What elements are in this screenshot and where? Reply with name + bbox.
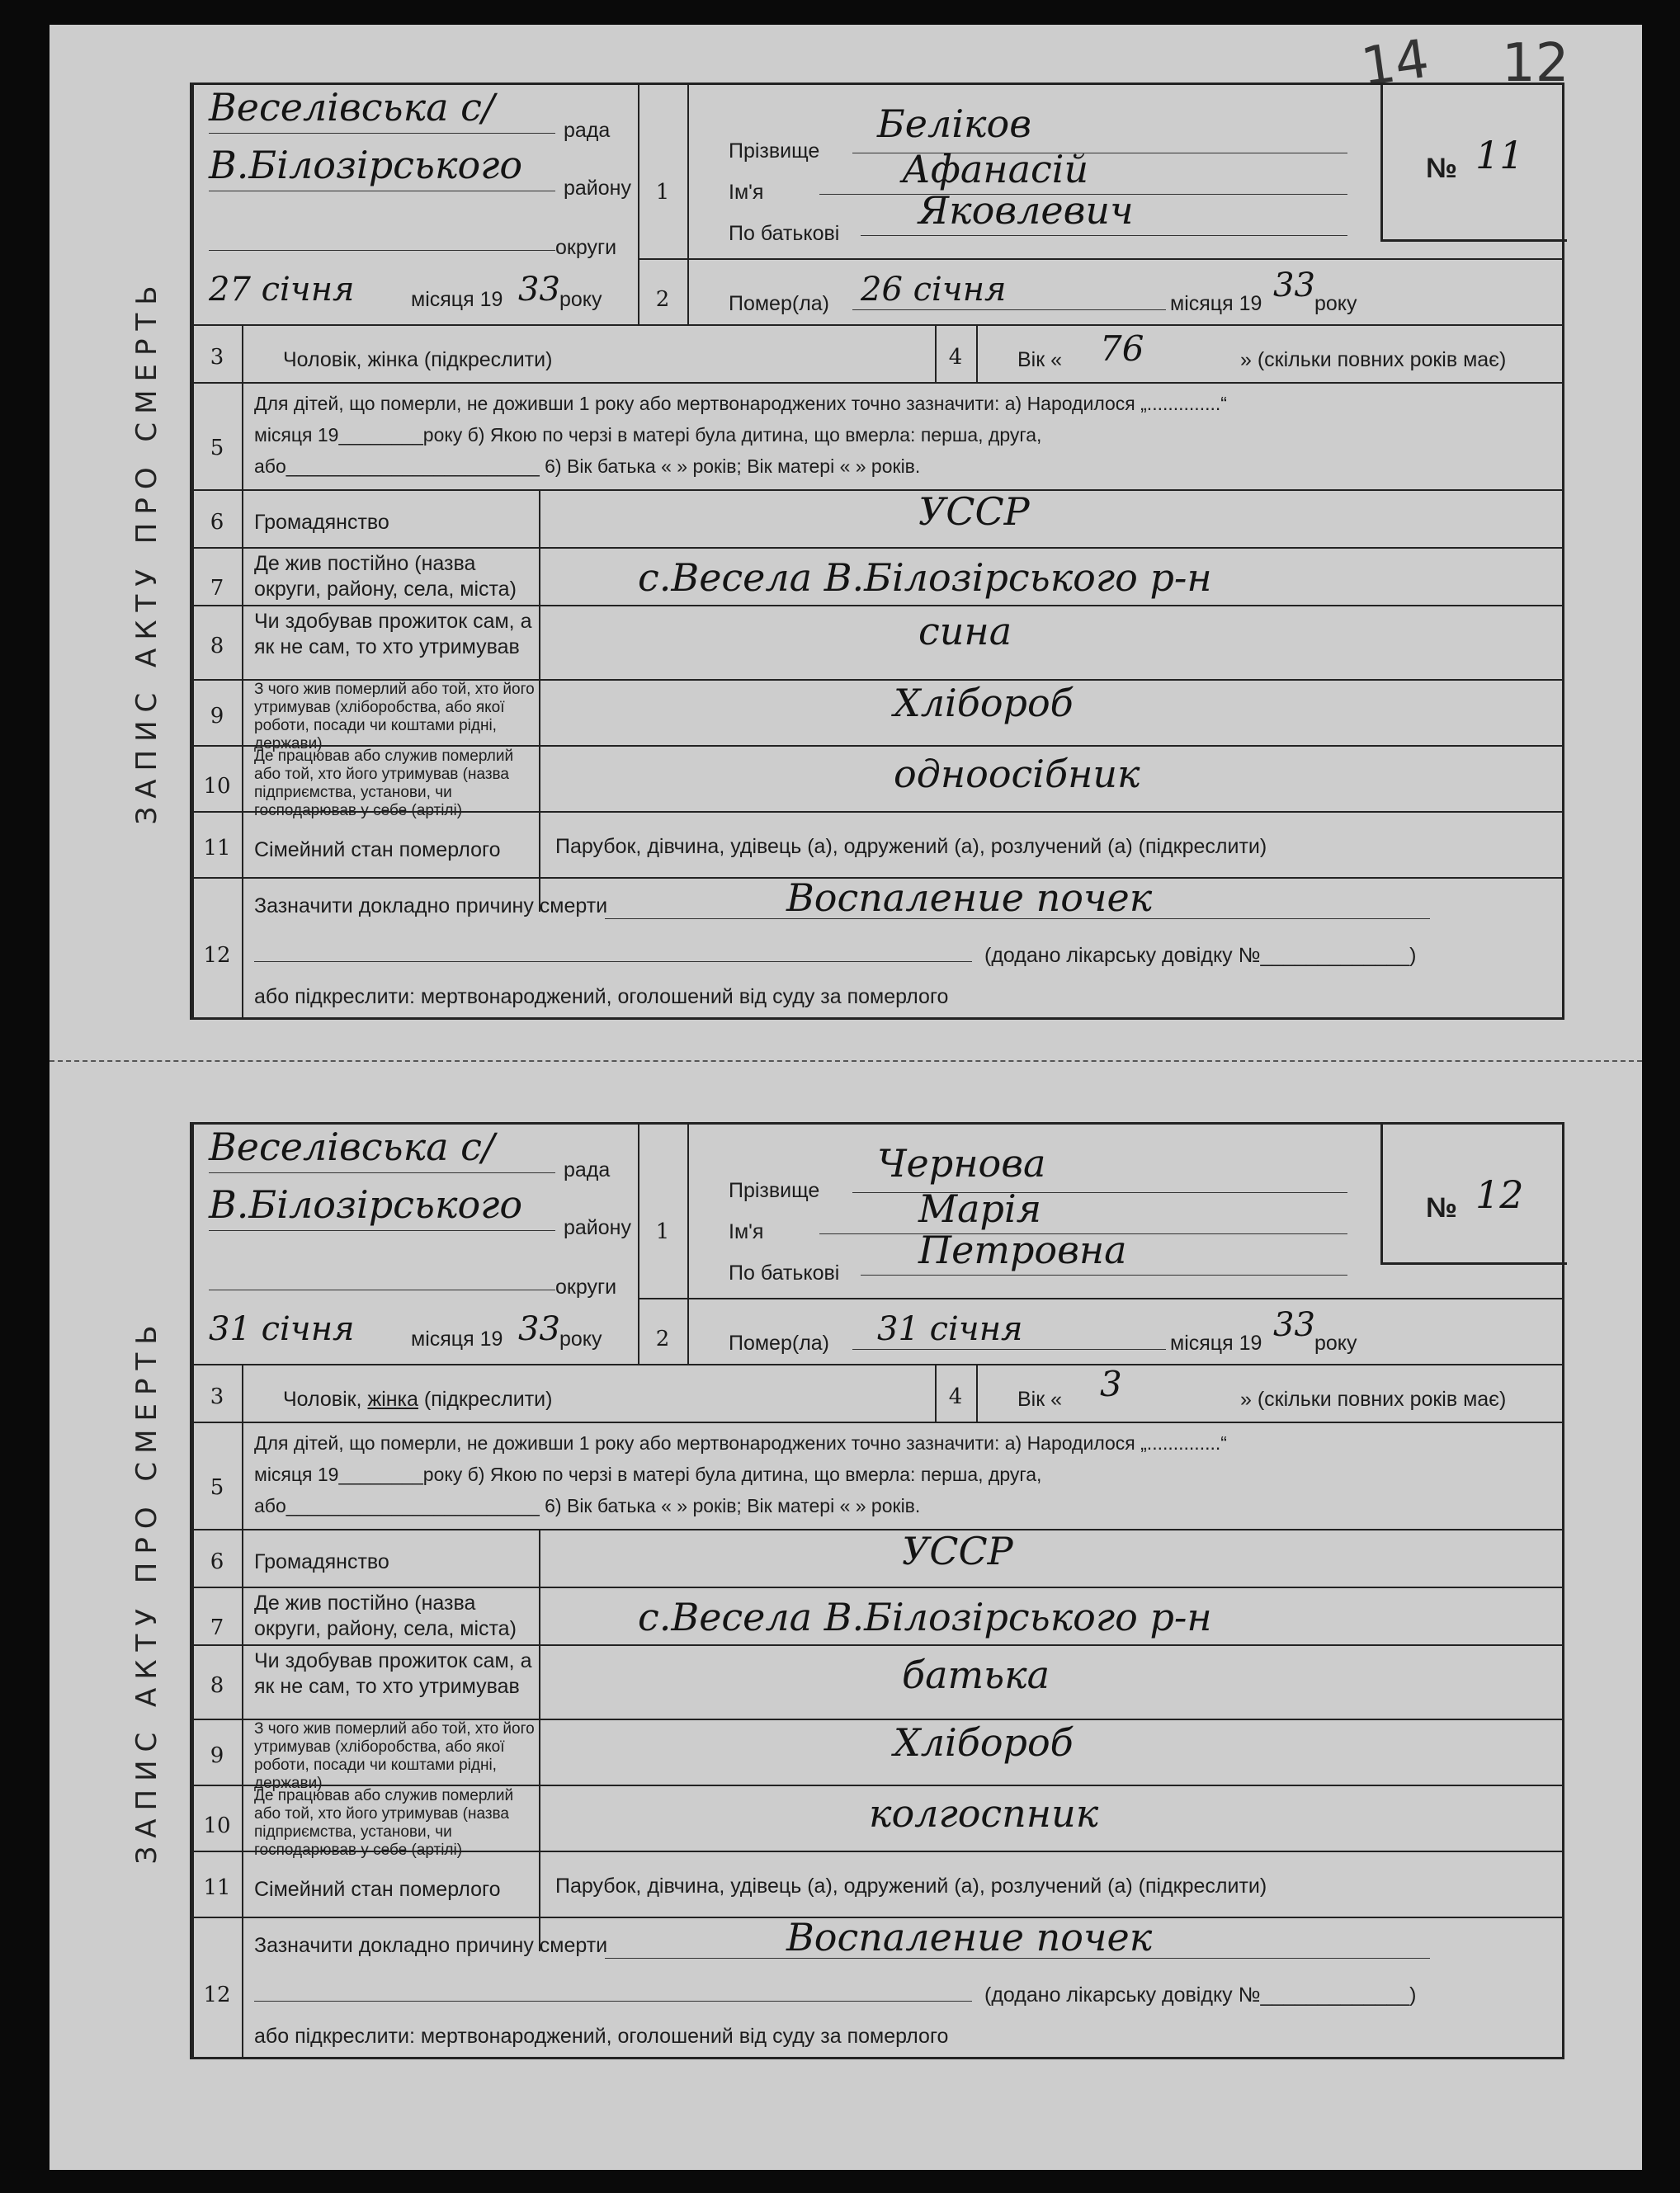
surname-label: Прізвище [729,1179,820,1202]
age-note: » (скільки повних років має) [1240,1388,1507,1411]
patronymic-label: По батькові [729,1262,840,1285]
raion-label: району [564,1216,631,1239]
marital-label: Сімейний стан померлого [254,838,501,861]
citizenship-label: Громадянство [254,1550,389,1573]
support-label: Чи здобував прожиток сам, а як не сам, то хто утримував [254,610,532,659]
okrugy-label: округи [555,1276,617,1299]
death-date: 26 січня [861,271,1007,309]
death-date: 31 січня [877,1310,1023,1348]
death-year-label: року [1314,292,1357,315]
death-month-label: місяця 19 [1170,1332,1262,1355]
number-label: № [1426,153,1457,184]
cause-label: Зазначити докладно причину смерти [254,1934,608,1957]
reg-year-label: року [559,288,602,311]
sex-label: Чоловік, жінка (підкреслити) [283,348,553,371]
reg-month-label: місяця 19 [411,288,503,311]
record-number: 12 [1475,1172,1524,1217]
children-line-1: Для дітей, що померли, не доживши 1 року або мертвонароджених точно зазначити: а) Народилося „..............“ [254,393,1227,414]
record-number-box [1380,1122,1567,1265]
work-label: Де працював або служив померлий або той, хто його утримував (назва підприємства, установи, чи господарював у себе (артілі) [254,748,514,819]
age-label: Вік « [1017,348,1063,371]
rada-value: Веселівська с/ [209,85,495,130]
death-record-2: ЗАПИС АКТУ ПРО СМЕРТЬ № 12 Веселівська с/ рада В.Білозірського району округи 31 січня місяця 19 33 року 1 Прізвище Чернова Ім'я Марія По батькові Петровна 2 Помер(ла) 31 січня місяця 19 33 року 3 Чоловік, жінка (підкреслити) 4 Вік « 3 » (скільки повних років має) 5 Для дітей, що померли, не доживши 1 року або мертвонароджених точно зазначити: а) Народилося „..............“ місяця 19________року б) Якою по черзі в матері була дитина, що вмерла: перша, друга, або________________________ 6) Вік батька « » років; Вік матері « » років. 6 Громадянство УССР 7 Де жив постійно (назва округи, району, села, міста) с.Весела В.Білозірського р-н 8 Чи здобував прожиток сам, а як не сам, то хто утримував батька 9 З чого жив померлий або той, хто його утримував (хліборобства, або якої роботи, посади чи коштами рідні, держави) Хлібороб 10 Де працював або служив померлий або той, хто його утримував (назва підприємства, установи, чи господарював у себе (артілі) колгоспник 11 Сімейний стан померлого Парубок, дівчина, удівець (а), одружений (а), розлучений (а) (підкреслити) 12 Зазначити докладно причину смерти Воспаление почек (додано лікарську довідку №_____________) або підкреслити: мертвонароджений, оголошений від суду за померлого [190,1122,1564,2059]
reg-month-label: місяця 19 [411,1328,503,1351]
residence-value: с.Весела В.Білозірського р-н [638,1595,1212,1639]
residence-label: Де жив постійно (назва округи, району, села, міста) [254,1592,517,1641]
patronymic-value: Яковлевич [918,188,1134,233]
livelihood-value: Хлібороб [894,681,1074,725]
raion-value: В.Білозірського [209,143,523,187]
rada-value: Веселівська с/ [209,1125,495,1169]
name-label: Ім'я [729,181,764,204]
support-value: батька [902,1653,1050,1697]
registration-date: 27 січня [209,271,355,309]
stillborn-label: або підкреслити: мертвонароджений, оголошений від суду за померлого [254,2025,949,2048]
age-label: Вік « [1017,1388,1063,1411]
rada-label: рада [564,1158,611,1181]
citizenship-value: УССР [902,1529,1013,1573]
support-label: Чи здобував прожиток сам, а як не сам, то хто утримував [254,1649,532,1699]
work-label: Де працював або служив померлий або той, хто його утримував (назва підприємства, установи, чи господарював у себе (артілі) [254,1787,514,1859]
okrugy-label: округи [555,236,617,259]
marital-options: Парубок, дівчина, удівець (а), одружений (а), розлучений (а) (підкреслити) [555,835,1267,858]
cause-value: Воспаление почек [786,875,1153,920]
surname-value: Беліков [877,101,1031,146]
name-label: Ім'я [729,1220,764,1243]
livelihood-label: З чого жив померлий або той, хто його утримував (хліборобства, або якої роботи, посади чи коштами рідні, держави) [254,681,535,752]
registration-year: 33 [518,1310,560,1348]
record-number: 11 [1475,133,1524,177]
raion-label: району [564,177,631,200]
death-year: 33 [1273,1306,1315,1344]
certificate-label: (додано лікарську довідку №_____________) [984,1983,1417,2007]
citizenship-label: Громадянство [254,511,389,534]
surname-value: Чернова [877,1141,1046,1186]
number-label: № [1426,1192,1457,1224]
marital-label: Сімейний стан померлого [254,1878,501,1901]
death-month-label: місяця 19 [1170,292,1262,315]
perforation-line [50,1060,1642,1062]
cause-value: Воспаление почек [786,1915,1153,1960]
children-line-2: місяця 19________року б) Якою по черзі в матері була дитина, що вмерла: перша, друга, [254,424,1042,446]
corner-mark-left: 14 [1357,28,1433,99]
raion-value: В.Білозірського [209,1182,523,1227]
sex-underlined-female: жінка [367,1388,418,1411]
vertical-title: ЗАПИС АКТУ ПРО СМЕРТЬ [101,85,194,1017]
livelihood-value: Хлібороб [894,1720,1074,1765]
registration-year: 33 [518,271,560,309]
stillborn-label: або підкреслити: мертвонароджений, оголошений від суду за померлого [254,985,949,1008]
age-value: 76 [1100,328,1144,369]
children-line-1: Для дітей, що померли, не доживши 1 року або мертвонароджених точно зазначити: а) Народилося „..............“ [254,1432,1227,1454]
children-line-2: місяця 19________року б) Якою по черзі в матері була дитина, що вмерла: перша, друга, [254,1464,1042,1485]
name-value: Марія [918,1186,1042,1231]
patronymic-value: Петровна [918,1228,1127,1272]
work-value: колгоспник [869,1791,1099,1836]
certificate-label: (додано лікарську довідку №_____________) [984,944,1417,967]
age-note: » (скільки повних років має) [1240,348,1507,371]
rada-label: рада [564,119,611,142]
patronymic-label: По батькові [729,222,840,245]
reg-year-label: року [559,1328,602,1351]
death-record-1: ЗАПИС АКТУ ПРО СМЕРТЬ № 11 Веселівська с/ рада В.Білозірського району округи 27 січня місяця 19 33 року 1 Прізвище Беліков Ім'я Афанасій По батькові Яковлевич 2 Помер(ла) 26 січня місяця 19 33 року 3 Чоловік, жінка (підкреслити) 4 Вік « 76 » (скільки повних років має) 5 Для дітей, що померли, не доживши 1 року або мертвонароджених точно зазначити: а) Народилося „..............“ місяця 19________року б) Якою по черзі в матері була дитина, що вмерла: перша, друга, або________________________ 6) Вік батька « » років; Вік матері « » років. 6 Громадянство УССР 7 Де жив постійно (назва округи, району, села, міста) с.Весела В.Білозірського р-н 8 Чи здобував прожиток сам, а як не сам, то хто утримував сина 9 З чого жив померлий або той, хто його утримував (хліборобства, або якої роботи, посади чи коштами рідні, держави) Хлібороб 10 Де працював або служив померлий або той, хто його утримував (назва підприємства, установи, чи господарював у себе (артілі) одноосібник 11 Сімейний стан померлого Парубок, дівчина, удівець (а), одружений (а), розлучений (а) (підкреслити) 12 Зазначити докладно причину смерти Воспаление почек (додано лікарську довідку №_____________) або підкреслити: мертвонароджений, оголошений від суду за померлого [190,83,1564,1020]
document-page [50,25,1642,2170]
vertical-title: ЗАПИС АКТУ ПРО СМЕРТЬ [101,1125,194,2057]
corner-mark-right: 12 [1502,33,1569,94]
age-value: 3 [1100,1364,1122,1404]
children-line-3: або________________________ 6) Вік батька « » років; Вік матері « » років. [254,455,921,477]
residence-value: с.Весела В.Білозірського р-н [638,555,1212,600]
death-year: 33 [1273,266,1315,304]
death-date-label: Помер(ла) [729,1332,830,1355]
death-date-label: Помер(ла) [729,292,830,315]
name-value: Афанасій [902,147,1089,191]
children-line-3: або________________________ 6) Вік батька « » років; Вік матері « » років. [254,1495,921,1516]
livelihood-label: З чого жив померлий або той, хто його утримував (хліборобства, або якої роботи, посади чи коштами рідні, держави) [254,1720,535,1792]
cause-label: Зазначити докладно причину смерти [254,894,608,917]
support-value: сина [918,609,1012,653]
work-value: одноосібник [894,752,1140,796]
death-year-label: року [1314,1332,1357,1355]
surname-label: Прізвище [729,139,820,163]
residence-label: Де жив постійно (назва округи, району, села, міста) [254,552,517,601]
registration-date: 31 січня [209,1310,355,1348]
citizenship-value: УССР [918,489,1030,534]
sex-label: Чоловік, жінка (підкреслити) [283,1388,553,1411]
record-number-box [1380,83,1567,242]
marital-options: Парубок, дівчина, удівець (а), одружений (а), розлучений (а) (підкреслити) [555,1875,1267,1898]
